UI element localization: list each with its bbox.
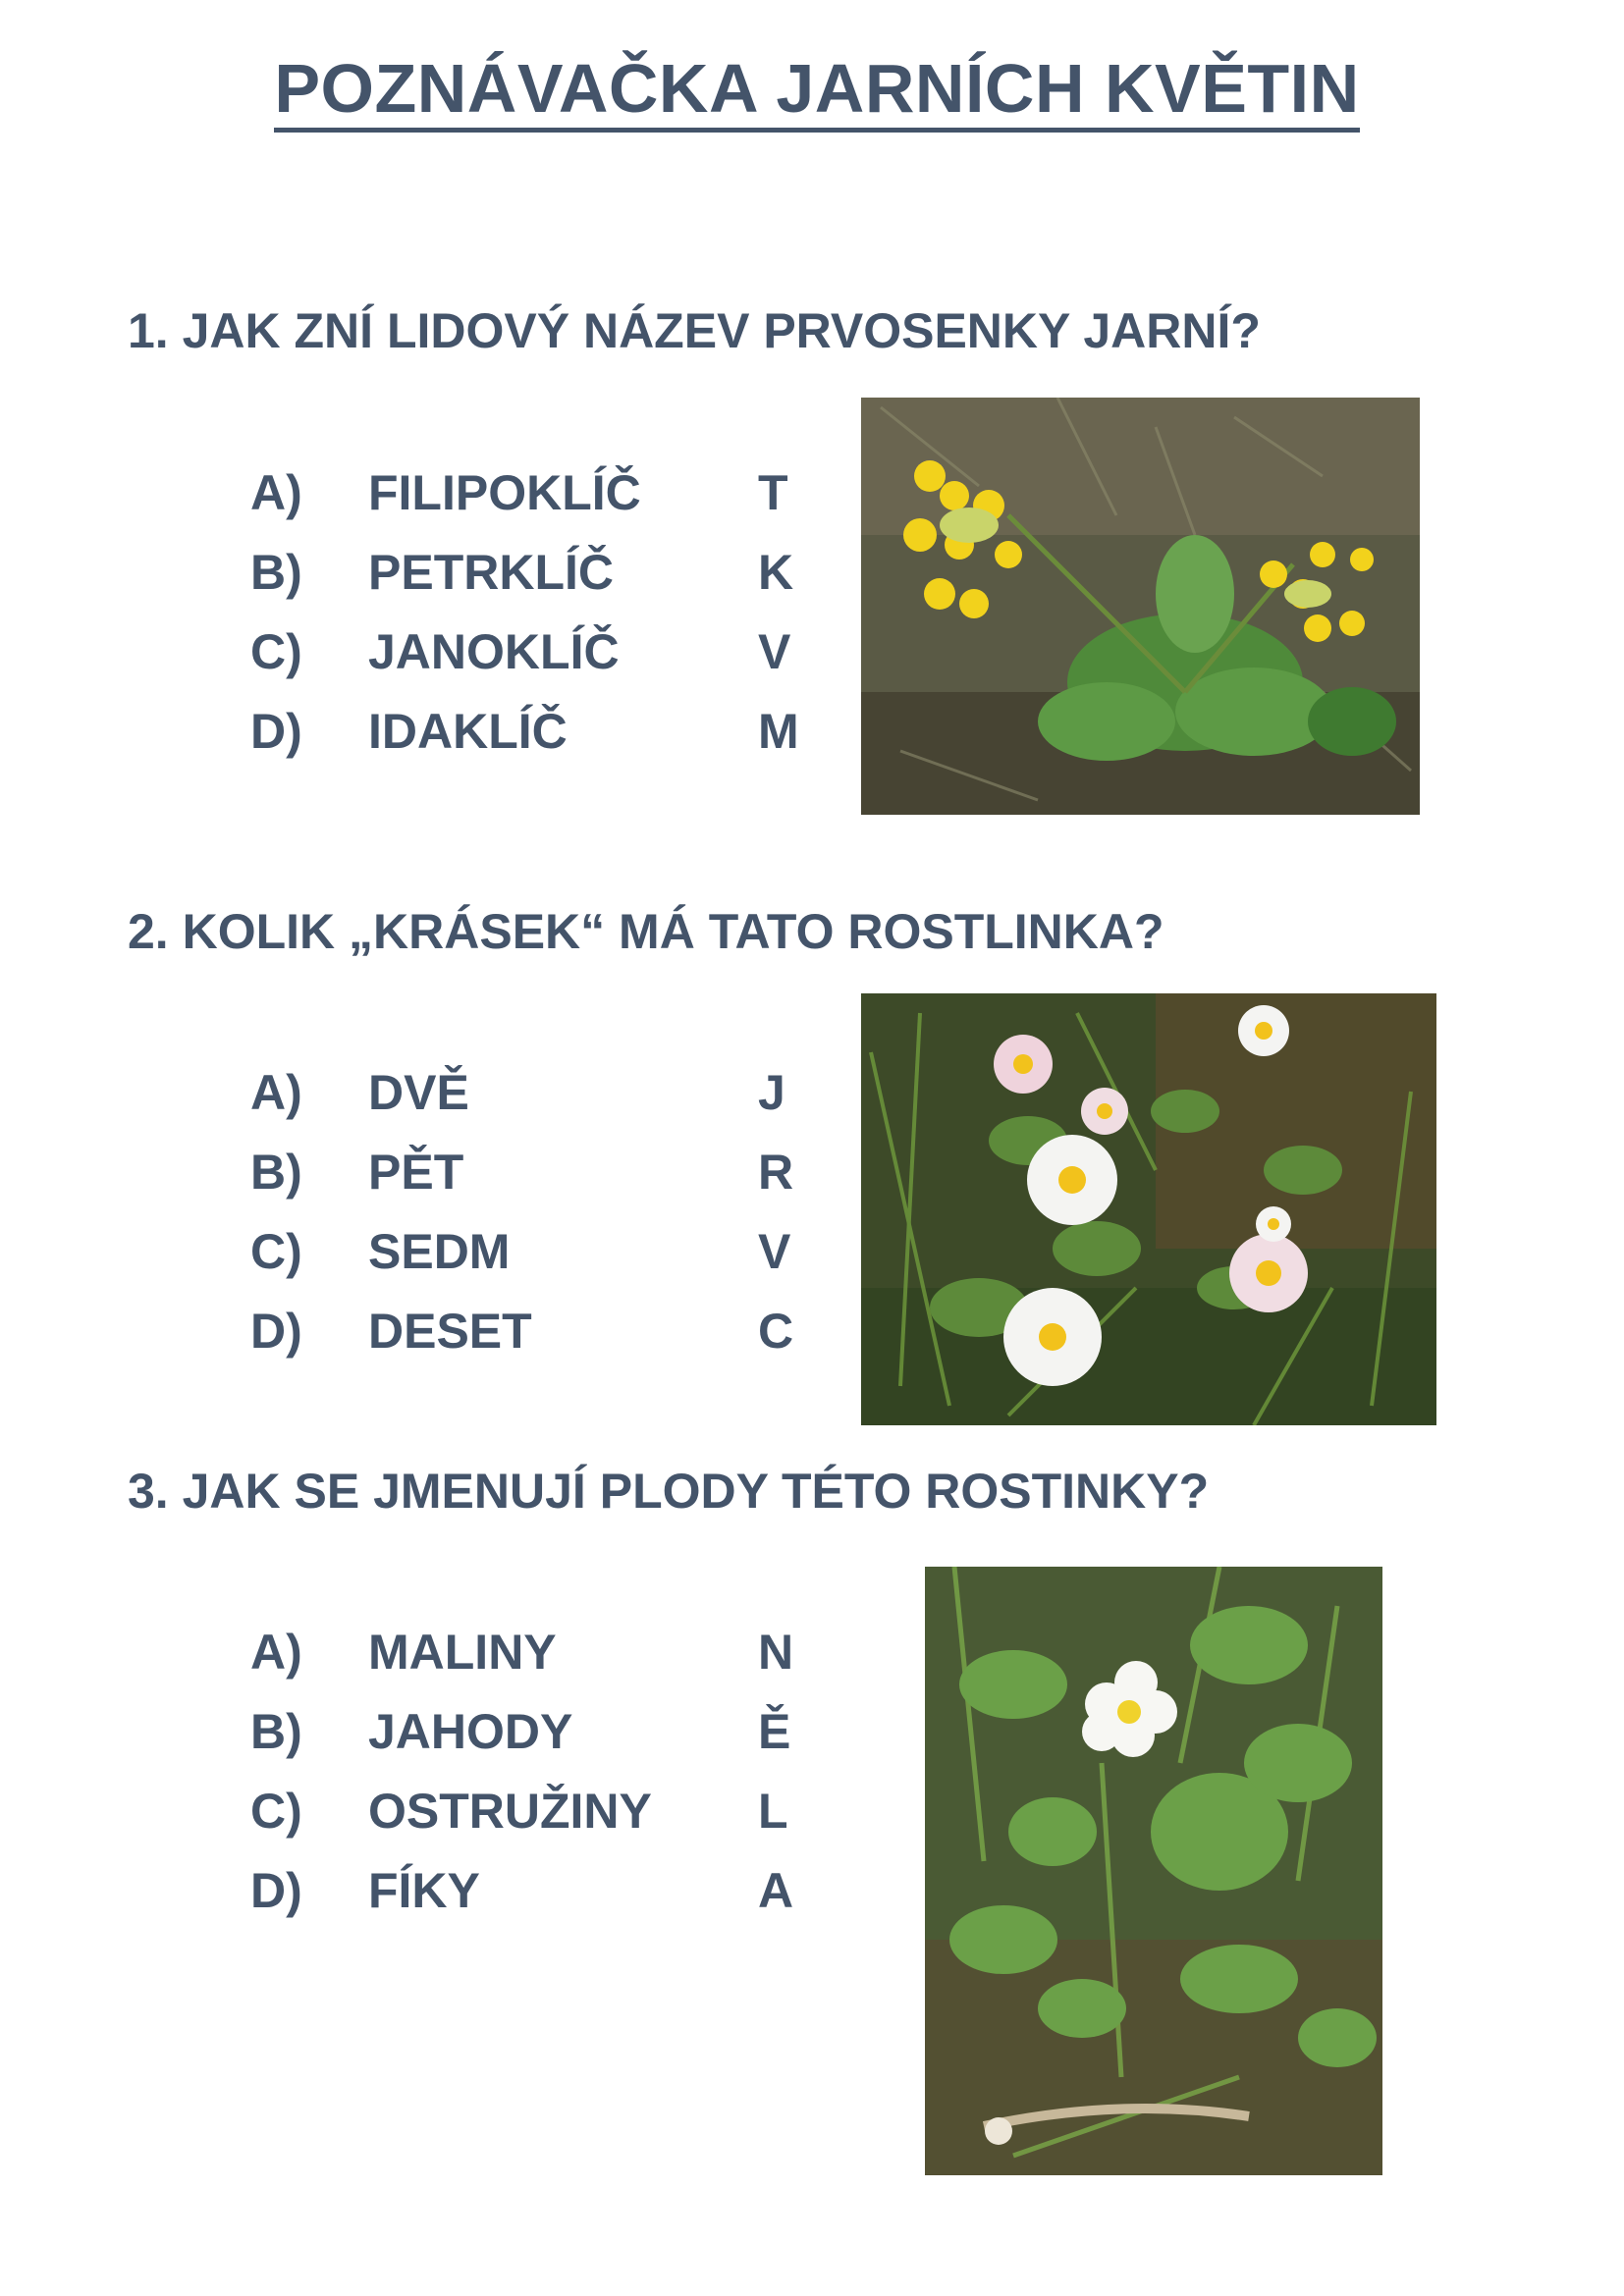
option-letter: A): [250, 1625, 302, 1680]
page-title: [0, 49, 1624, 133]
option-code: V: [758, 1224, 791, 1279]
option-letter: A): [250, 465, 302, 520]
option-letter: C): [250, 624, 302, 679]
page-title-text: POZNÁVAČKA JARNÍCH KVĚTIN: [274, 53, 1359, 133]
option-letter: D): [250, 1863, 302, 1918]
option-letter: D): [250, 1304, 302, 1359]
option-text: PETRKLÍČ: [368, 545, 614, 600]
option-letter: C): [250, 1784, 302, 1839]
primrose-photo: [861, 398, 1420, 815]
option-text: IDAKLÍČ: [368, 704, 568, 759]
option-letter: B): [250, 1145, 302, 1200]
option-code: L: [758, 1784, 788, 1839]
option-text: JANOKLÍČ: [368, 624, 620, 679]
option-text: MALINY: [368, 1625, 557, 1680]
daisy-photo: [861, 993, 1436, 1425]
option-code: R: [758, 1145, 794, 1200]
option-letter: C): [250, 1224, 302, 1279]
option-text: FILIPOKLÍČ: [368, 465, 641, 520]
strawberry-photo: [925, 1567, 1382, 2175]
option-letter: A): [250, 1065, 302, 1120]
option-text: PĚT: [368, 1145, 464, 1200]
option-text: JAHODY: [368, 1704, 573, 1759]
option-code: K: [758, 545, 794, 600]
option-text: DVĚ: [368, 1065, 469, 1120]
option-code: J: [758, 1065, 785, 1120]
option-code: V: [758, 624, 791, 679]
option-letter: D): [250, 704, 302, 759]
option-code: T: [758, 465, 788, 520]
option-code: A: [758, 1863, 794, 1918]
option-code: C: [758, 1304, 794, 1359]
option-code: Ě: [758, 1704, 791, 1759]
option-text: OSTRUŽINY: [368, 1784, 652, 1839]
question-1: 1. JAK ZNÍ LIDOVÝ NÁZEV PRVOSENKY JARNÍ?: [128, 303, 1261, 358]
option-letter: B): [250, 1704, 302, 1759]
option-code: M: [758, 704, 799, 759]
question-3: 3. JAK SE JMENUJÍ PLODY TÉTO ROSTINKY?: [128, 1464, 1210, 1519]
option-text: FÍKY: [368, 1863, 480, 1918]
question-2: 2. KOLIK „KRÁSEK“ MÁ TATO ROSTLINKA?: [128, 904, 1164, 959]
option-letter: B): [250, 545, 302, 600]
option-text: DESET: [368, 1304, 532, 1359]
option-code: N: [758, 1625, 794, 1680]
option-text: SEDM: [368, 1224, 511, 1279]
